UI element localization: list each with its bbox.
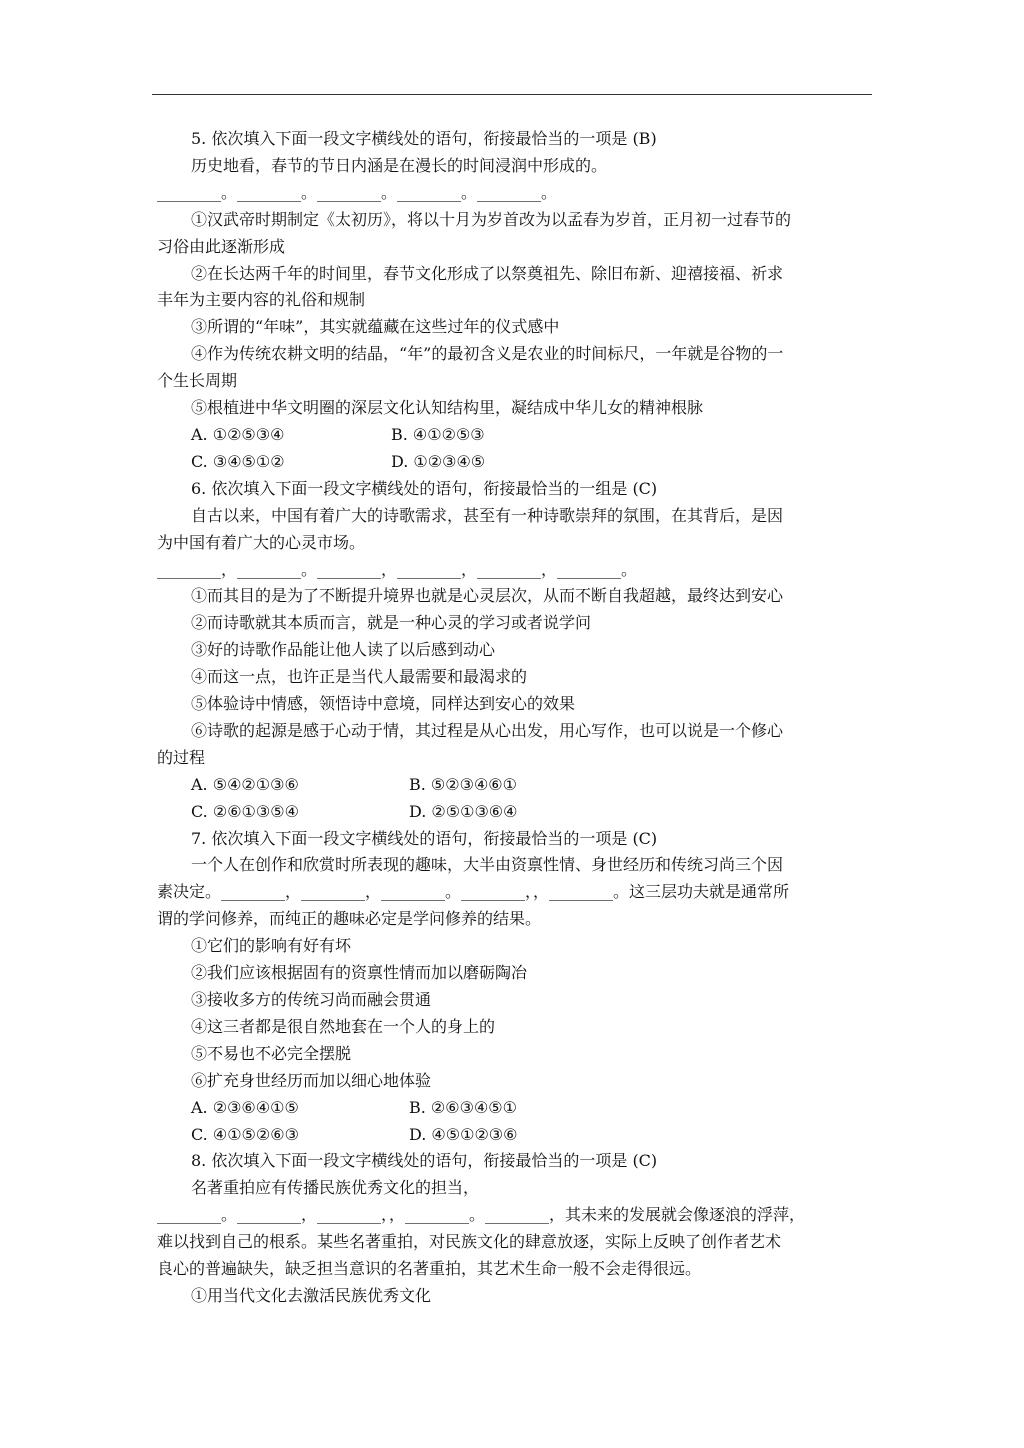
q5-option-d: D. ①②③④⑤: [391, 451, 486, 471]
q5-item-4-cont: 个生长周期: [157, 371, 238, 391]
q7-option-a: A. ②③⑥④①⑤: [191, 1097, 299, 1117]
q8-item-1: ①用当代文化去激活民族优秀文化: [191, 1285, 432, 1305]
q7-option-c: C. ④①⑤②⑥③: [191, 1124, 299, 1144]
q5-item-1-cont: 习俗由此逐渐形成: [157, 236, 286, 256]
q5-blanks: ________。________。________。________。________。: [157, 182, 558, 202]
q5-options-row-2: [157, 449, 877, 476]
q6-item-3: ③好的诗歌作品能让他人读了以后感到动心: [191, 640, 496, 660]
q6-options-row-2: [157, 799, 877, 826]
q6-blanks: ________，________。________，________，________，________。: [157, 559, 638, 579]
q6-option-d: D. ②⑤①③⑥④: [409, 801, 518, 821]
q7-item-6: ⑥扩充身世经历而加以细心地体验: [191, 1070, 432, 1090]
q8-passage-4: 良心的普遍缺失，缺乏担当意识的名著重拍，其艺术生命一般不会走得很远。: [157, 1259, 702, 1279]
q6-item-6: ⑥诗歌的起源是感于心动于情，其过程是从心出发，用心写作，也可以说是一个修心: [191, 720, 784, 740]
q7-item-5: ⑤不易也不必完全摆脱: [191, 1043, 352, 1063]
q6-item-1: ①而其目的是为了不断提升境界也就是心灵层次，从而不断自我超越，最终达到安心: [191, 586, 784, 606]
q6-item-4: ④而这一点，也许正是当代人最需要和最渴求的: [191, 667, 528, 687]
q6-option-a: A. ⑤④②①③⑥: [191, 774, 299, 794]
q5-stem: 5. 依次填入下面一段文字横线处的语句，衔接最恰当的一项是 (B): [191, 129, 657, 148]
q5-passage: 历史地看，春节的节日内涵是在漫长的时间浸润中形成的。: [191, 155, 608, 175]
q7-item-1: ①它们的影响有好有坏: [191, 936, 352, 956]
q6-passage-2: 为中国有着广大的心灵市场。: [157, 532, 366, 552]
q7-passage-2: 素决定。________，________，________。________，，________。这三层功夫就是通常所: [157, 882, 790, 902]
q8-stem: 8. 依次填入下面一段文字横线处的语句，衔接最恰当的一项是 (C): [191, 1151, 658, 1171]
q6-item-2: ②而诗歌就其本质而言，就是一种心灵的学习或者说学问: [191, 613, 592, 633]
q8-passage-2: ________。________，________，，________。________，其未来的发展就会像逐浪的浮萍，: [157, 1205, 806, 1225]
q7-item-3: ③接收多方的传统习尚而融会贯通: [191, 990, 432, 1009]
q6-option-c: C. ②⑥①③⑤④: [191, 801, 299, 821]
q7-item-2: ②我们应该根据固有的资禀性情而加以磨砺陶冶: [191, 963, 528, 983]
q6-passage-1: 自古以来，中国有着广大的诗歌需求，甚至有一种诗歌崇拜的氛围，在其背后，是因: [191, 505, 784, 525]
q5-item-3: ③所谓的“年味”，其实就蕴藏在这些过年的仪式感中: [191, 317, 560, 337]
q7-options-row-2: [157, 1122, 877, 1149]
q5-item-2-cont: 丰年为主要内容的礼俗和规制: [157, 290, 366, 310]
q5-item-1: ①汉武帝时期制定《太初历》，将以十月为岁首改为以孟春为岁首，正月初一过春节的: [191, 209, 792, 229]
q8-passage-1: 名著重拍应有传播民族优秀文化的担当，: [191, 1178, 480, 1198]
q7-passage-3: 谓的学问修养，而纯正的趣味必定是学问修养的结果。: [157, 909, 542, 929]
q6-options-row-1: [157, 772, 877, 799]
q8-passage-3: 难以找到自己的根系。某些名著重拍，对民族文化的肆意放逐，实际上反映了创作者艺术: [157, 1232, 782, 1252]
q5-item-4: ④作为传统农耕文明的结晶，“年”的最初含义是农业的时间标尺，一年就是谷物的一: [191, 344, 784, 364]
q6-option-b: B. ⑤②③④⑥①: [409, 774, 517, 794]
document-body: [157, 126, 877, 1310]
q7-item-4: ④这三者都是很自然地套在一个人的身上的: [191, 1016, 496, 1036]
q5-option-b: B. ④①②⑤③: [391, 424, 485, 444]
q6-stem: 6. 依次填入下面一段文字横线处的语句，衔接最恰当的一组是 (C): [191, 478, 658, 498]
q6-item-6-cont: 的过程: [157, 747, 206, 767]
q5-option-c: C. ③④⑤①②: [191, 451, 285, 471]
q5-options-row-1: [157, 422, 877, 449]
q7-stem: 7. 依次填入下面一段文字横线处的语句，衔接最恰当的一项是 (C): [191, 828, 658, 848]
header-rule: [152, 94, 872, 95]
q6-item-5: ⑤体验诗中情感，领悟诗中意境，同样达到安心的效果: [191, 694, 576, 714]
q7-passage-1: 一个人在创作和欣赏时所表现的趣味，大半由资禀性情、身世经历和传统习尚三个因: [191, 855, 784, 875]
q5-item-5: ⑤根植进中华文明圈的深层文化认知结构里，凝结成中华儿女的精神根脉: [191, 398, 704, 418]
q5-item-2: ②在长达两千年的时间里，春节文化形成了以祭奠祖先、除旧布新、迎禧接福、祈求: [191, 263, 784, 283]
q7-options-row-1: [157, 1095, 877, 1122]
q5-option-a: A. ①②⑤③④: [191, 424, 285, 444]
q7-option-d: D. ④⑤①②③⑥: [409, 1124, 518, 1144]
q7-option-b: B. ②⑥③④⑤①: [409, 1097, 517, 1117]
